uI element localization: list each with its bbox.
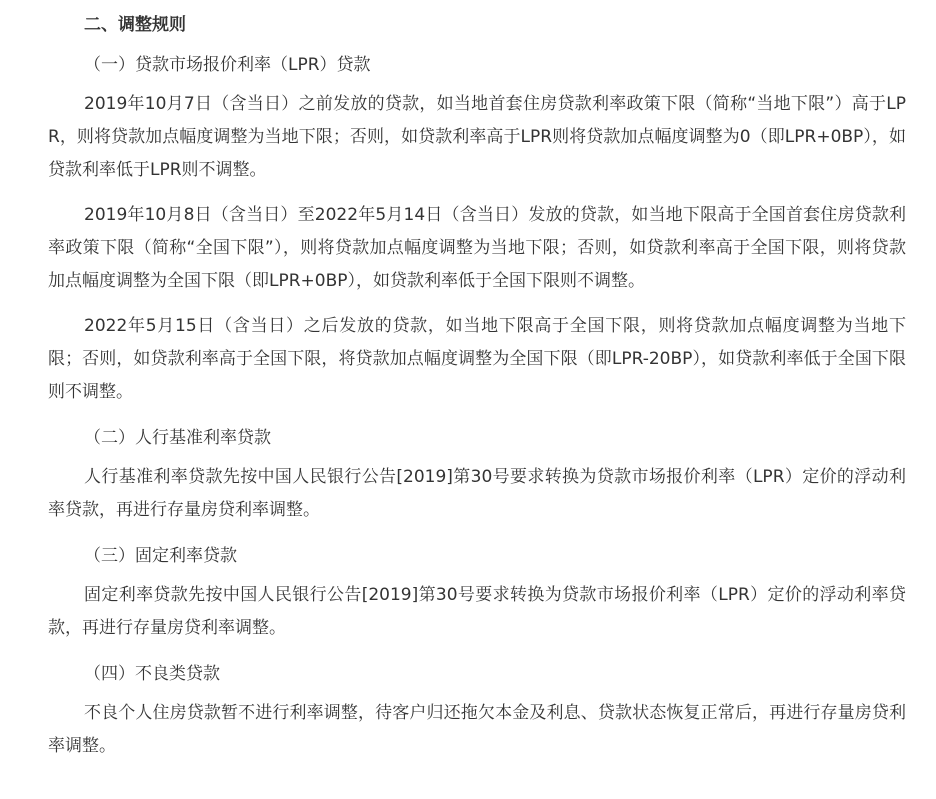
subsection-heading: （一）贷款市场报价利率（LPR）贷款 bbox=[84, 55, 371, 75]
paragraph: 2019年10月8日（含当日）至2022年5月14日（含当日）发放的贷款，如当地下限高于全国首套住房贷款利率政策下限（简称“全国下限”），则将贷款加点幅度调整为当地下限；否则，如贷款利率高于全国下限，则将贷款加点幅度调整为全国下限（即LPR+0BP），如贷款利率低于全国下限则不调整。 bbox=[48, 205, 906, 291]
subsection-heading: （三）固定利率贷款 bbox=[84, 546, 237, 566]
section-fixed-rate-loans bbox=[48, 539, 906, 645]
section-pboc-benchmark-loans bbox=[48, 421, 906, 527]
document-body bbox=[48, 8, 906, 775]
section-title: 二、调整规则 bbox=[84, 15, 186, 35]
section-non-performing-loans bbox=[48, 657, 906, 763]
paragraph: 人行基准利率贷款先按中国人民银行公告[2019]第30号要求转换为贷款市场报价利率（LPR）定价的浮动利率贷款，再进行存量房贷利率调整。 bbox=[48, 467, 906, 520]
paragraph: 不良个人住房贷款暂不进行利率调整，待客户归还拖欠本金及利息、贷款状态恢复正常后，再进行存量房贷利率调整。 bbox=[48, 703, 906, 756]
section-lpr-loans bbox=[48, 48, 906, 409]
paragraph: 固定利率贷款先按中国人民银行公告[2019]第30号要求转换为贷款市场报价利率（LPR）定价的浮动利率贷款，再进行存量房贷利率调整。 bbox=[48, 585, 906, 638]
paragraph: 2022年5月15日（含当日）之后发放的贷款，如当地下限高于全国下限，则将贷款加点幅度调整为当地下限；否则，如贷款利率高于全国下限，将贷款加点幅度调整为全国下限（即LPR-20BP），如贷款利率低于全国下限则不调整。 bbox=[48, 316, 906, 402]
subsection-heading: （四）不良类贷款 bbox=[84, 664, 220, 684]
paragraph: 2019年10月7日（含当日）之前发放的贷款，如当地首套住房贷款利率政策下限（简称“当地下限”）高于LPR，则将贷款加点幅度调整为当地下限；否则，如贷款利率高于LPR则将贷款加点幅度调整为0（即LPR+0BP），如贷款利率低于LPR则不调整。 bbox=[48, 94, 906, 180]
subsection-heading: （二）人行基准利率贷款 bbox=[84, 428, 271, 448]
